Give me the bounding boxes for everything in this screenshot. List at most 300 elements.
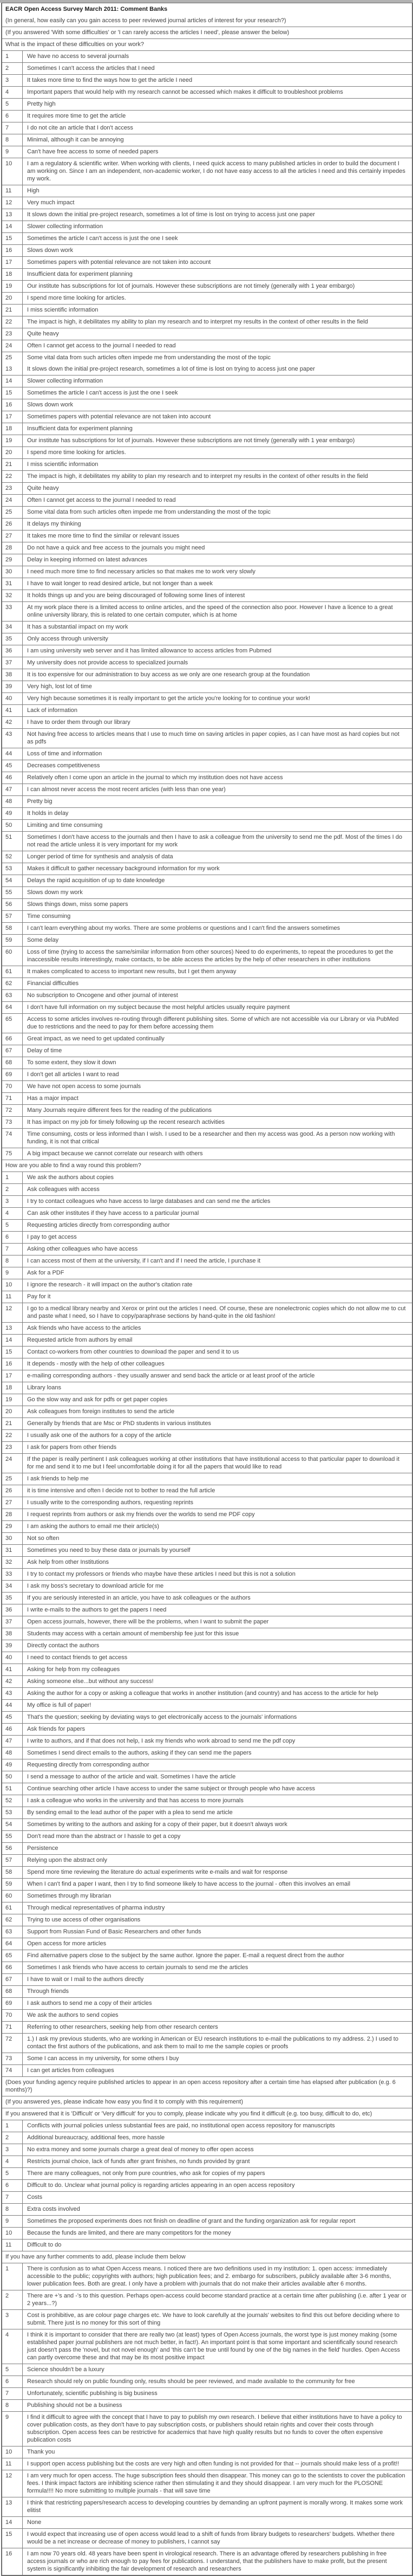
comment-text: Ask friends who have access to the articles — [27, 1325, 141, 1331]
comment-number: 73 — [2, 2053, 23, 2064]
comment-number: 2 — [2, 63, 23, 74]
comment-number: 22 — [2, 1430, 23, 1441]
comment-number: 53 — [2, 1807, 23, 1818]
comment-row — [2, 158, 412, 185]
comment-row — [2, 1616, 412, 1628]
comment-row — [2, 1069, 412, 1080]
comment-row — [2, 1652, 412, 1664]
comment-row — [2, 1485, 412, 1497]
comment-row — [2, 1441, 412, 1453]
comment-text: I have to wait or I mail to the authors directly — [27, 1976, 144, 1983]
comment-number: 9 — [2, 2412, 23, 2446]
comment-number: 58 — [2, 923, 23, 934]
comment-text: I would expect that increasing use of open access would lead to a shift of funds from library budgets to researchers' budgets. Whether there would be a net increase or decrease of money to publishers, I cannot say — [27, 2531, 395, 2545]
comment-number: 59 — [2, 935, 23, 946]
comment-number: 36 — [2, 1604, 23, 1616]
comment-row — [2, 1723, 412, 1735]
comment-row — [2, 1033, 412, 1045]
comment-number: 67 — [2, 1974, 23, 1985]
comment-text: Contact co-workers from other countries to download the paper and send it to us — [27, 1349, 239, 1355]
comment-row — [2, 772, 412, 784]
comment-row — [2, 470, 412, 482]
comment-number: 70 — [2, 1081, 23, 1092]
comment-text: Sometimes the article I can't access is just the one I seek — [27, 390, 178, 396]
comment-row — [2, 621, 412, 633]
comment-number: 46 — [2, 1724, 23, 1735]
comment-row — [2, 1890, 412, 1902]
comment-row — [2, 1092, 412, 1104]
comment-number: 34 — [2, 1581, 23, 1592]
comment-number: 70 — [2, 2010, 23, 2021]
comment-row — [2, 1116, 412, 1128]
comment-text: Loss of time and information — [27, 750, 102, 757]
section-header-text: (In general, how easily can you gain access to peer reviewed journal articles of interest for your research?) — [5, 17, 286, 24]
comment-number: 35 — [2, 633, 23, 645]
comment-number: 8 — [2, 134, 23, 146]
comment-text: Can ask other institutes if they have access to a particular journal — [27, 1210, 199, 1216]
comment-number: 31 — [2, 578, 23, 590]
comment-row — [2, 1973, 412, 1985]
comment-number: 19 — [2, 435, 23, 446]
comment-number: 34 — [2, 622, 23, 633]
comment-text: Time consuming, costs or less informed than I wish. I used to be a researcher and then my access was good. As a person now working with funding, it is not that critical — [27, 1131, 395, 1145]
comment-number: 58 — [2, 1867, 23, 1878]
comment-row — [2, 197, 412, 209]
comment-number: 33 — [2, 1569, 23, 1580]
comment-number: 4 — [2, 1208, 23, 1219]
comment-row — [2, 1279, 412, 1291]
comment-text: Minimal, although it can be annoying — [27, 137, 124, 143]
comment-row — [2, 898, 412, 910]
section-header-text: (If you answered yes, please indicate how easy you find it to comply with this requirement) — [5, 2099, 243, 2105]
comment-number: 62 — [2, 1914, 23, 1926]
comment-text: Can't have free access to some of needed papers — [27, 148, 159, 155]
comment-row — [2, 1604, 412, 1616]
comment-row — [2, 530, 412, 542]
comment-row — [2, 1795, 412, 1807]
comment-number: 52 — [2, 851, 23, 863]
comment-number: 7 — [2, 122, 23, 134]
comment-row — [2, 1914, 412, 1926]
comment-row — [2, 989, 412, 1001]
comment-number: 15 — [2, 233, 23, 244]
comment-row — [2, 2516, 412, 2528]
comment-row — [2, 2009, 412, 2021]
comment-row — [2, 1267, 412, 1279]
comment-row — [2, 2548, 412, 2575]
comment-text: Delay in keeping informed on latest advances — [27, 556, 147, 563]
comment-row — [2, 1148, 412, 1160]
comment-text: It makes complicated to access to important new results, but I get them anyway — [27, 968, 237, 975]
comment-row — [2, 657, 412, 669]
comment-number: 3 — [2, 75, 23, 86]
comment-text: I ask my boss's secretary to download article for me — [27, 1583, 164, 1589]
comment-text: Persistence — [27, 1845, 58, 1852]
comment-row — [2, 2399, 412, 2411]
comment-number: 6 — [2, 111, 23, 122]
comment-text: Quite heavy — [27, 331, 59, 337]
comment-text: Longer period of time for synthesis and analysis of data — [27, 853, 173, 860]
comment-text: We ask the authors to send copies — [27, 2012, 119, 2018]
comment-number: 62 — [2, 978, 23, 989]
comment-text: Access to some articles involves re-routing through different publishing sites. Some of which are not accessible via our Library or via PubMed due to restrictions and the need to pay for them before accessing them — [27, 1016, 399, 1030]
comment-row — [2, 375, 412, 387]
comment-number: 51 — [2, 1783, 23, 1795]
comment-text: The impact is high, it debilitates my ability to plan my research and to interpret my results in the context of other results in the field — [27, 473, 368, 480]
comment-row — [2, 1926, 412, 1938]
comment-number: 20 — [2, 447, 23, 458]
comment-number: 7 — [2, 2388, 23, 2399]
section-header-impact-of-difficulties-3 — [2, 38, 412, 50]
comment-number: 32 — [2, 1557, 23, 1568]
comment-row — [2, 494, 412, 506]
comment-number: 64 — [2, 1938, 23, 1950]
comment-number: 60 — [2, 1891, 23, 1902]
comment-text: Sometimes I ask friends who have access to certain journals to send me the articles — [27, 1964, 248, 1971]
comment-row — [2, 185, 412, 197]
comment-text: It requires more time to get the article — [27, 113, 126, 119]
comment-row — [2, 2446, 412, 2458]
comment-text: Requesting articles directly from corresponding author — [27, 1222, 170, 1228]
comment-text: Insufficient data for experiment planning — [27, 271, 133, 277]
comment-text: I usually ask one of the authors for a copy of the article — [27, 1432, 172, 1439]
comment-row — [2, 1962, 412, 1973]
comment-row — [2, 2263, 412, 2290]
comment-row — [2, 387, 412, 399]
comment-row — [2, 566, 412, 578]
comment-text: Sometimes I send direct emails to the authors, asking if they can send me the papers — [27, 1750, 252, 1756]
comment-number: 60 — [2, 947, 23, 966]
comment-number: 10 — [2, 1279, 23, 1291]
comment-row — [2, 244, 412, 256]
comment-text: I need much more time to find necessary articles so that makes me to work very slowly — [27, 568, 255, 575]
comment-row — [2, 2309, 412, 2329]
comment-text: Cost is prohibitive, as are colour page charges etc. We have to look carefully at the journals' websites to find this out before deciding where to submit. There just is no money for this sort of thing — [27, 2312, 399, 2326]
comment-row — [2, 1807, 412, 1818]
section-header-impact-of-difficulties-2 — [2, 27, 412, 38]
comment-text: Science shouldn't be a luxury — [27, 2366, 104, 2373]
comment-text: It delays my thinking — [27, 521, 81, 527]
comment-row — [2, 134, 412, 146]
comment-text: I need to contact friends to get access — [27, 1654, 128, 1661]
comment-number: 26 — [2, 519, 23, 530]
comment-text: I usually write to the corresponding authors, requesting reprints — [27, 1499, 193, 1506]
comment-text: 1.) I ask my previous students, who are working in American or EU research institutions to e-mail the publications to my address. 2.) I used to contact the first authors of the publications, and ask them to mail to me the sample copies or proofs — [27, 2036, 398, 2050]
comment-number: 20 — [2, 1406, 23, 1418]
comment-text: Ask friends for papers — [27, 1726, 85, 1732]
comment-table — [1, 3, 413, 2576]
comment-row — [2, 2227, 412, 2239]
comment-text: I am now 70 years old. 48 years have been spent in virological research. There is an advantage offered by researchers publishing in free access journals or who are rich enough to pay fees for publications. I understand, that the publishers have to make profit, but the present system is significantly inhibiting the fair development of research and researchers — [27, 2551, 387, 2572]
comment-row — [2, 1675, 412, 1687]
comment-text: I think that restricting papers/research access to developing countries by demanding an upfront payment is morally wrong. It makes some work elitist — [27, 2500, 403, 2514]
comment-text: I ask a colleague who works in the university and that has access to more journals — [27, 1797, 244, 1804]
comment-text: Referring to other researchers, seeking help from other research centers — [27, 2024, 218, 2030]
comment-row — [2, 1001, 412, 1013]
comment-row — [2, 2144, 412, 2156]
comment-number: 43 — [2, 729, 23, 748]
comment-text: Slower collecting information — [27, 223, 103, 230]
comment-text: I ignore the research - it will impact on the author's citation rate — [27, 1281, 193, 1288]
comment-number: 14 — [2, 221, 23, 232]
comment-row — [2, 633, 412, 645]
comment-number: 52 — [2, 1795, 23, 1807]
comment-row — [2, 886, 412, 898]
comment-number: 15 — [2, 2529, 23, 2548]
comment-text: When I can't find a paper I want, then I try to find someone likely to have access to the journal - often this involves an email — [27, 1881, 351, 1887]
comment-text: Sometimes I can't access the articles that I need — [27, 65, 155, 72]
comment-row — [2, 1219, 412, 1231]
comment-row — [2, 2156, 412, 2167]
comment-row — [2, 692, 412, 704]
comment-text: Ask colleagues with access — [27, 1186, 100, 1193]
comment-number: 19 — [2, 1394, 23, 1406]
comment-number: 30 — [2, 566, 23, 578]
comment-text: Very much impact — [27, 199, 75, 206]
section-header-impact-of-difficulties-1 — [2, 15, 412, 27]
comment-text: I am asking the authors to email me their article(s) — [27, 1523, 159, 1530]
comment-text: I spend more time looking for articles. — [27, 449, 126, 456]
comment-number: 5 — [2, 2168, 23, 2179]
comment-row — [2, 875, 412, 886]
comment-number: 11 — [2, 2458, 23, 2470]
comment-row — [2, 978, 412, 989]
comment-row — [2, 1453, 412, 1473]
comment-number: 36 — [2, 645, 23, 657]
comment-row — [2, 2239, 412, 2251]
comment-row — [2, 1128, 412, 1148]
comment-row — [2, 1687, 412, 1699]
comment-number: 28 — [2, 1509, 23, 1520]
comment-text: Extra costs involved — [27, 2206, 80, 2212]
comment-text: Go the slow way and ask for pdfs or get paper copies — [27, 1396, 168, 1403]
comment-number: 2 — [2, 1184, 23, 1195]
comment-row — [2, 819, 412, 831]
comment-text: No extra money and some journals charge a great deal of money to offer open access — [27, 2146, 254, 2153]
comment-text: If the paper is really pertinent I ask colleagues working at other institutions that have institutional access to that particular paper to download it for me and send it to me but I feel uncomfortable doing it for all the papers that would like to read — [27, 1456, 399, 1470]
comment-number: 42 — [2, 717, 23, 728]
comment-text: Spend more time reviewing the literature do actual experiments write e-mails and wait for response — [27, 1869, 288, 1875]
comment-row — [2, 2167, 412, 2179]
comment-number: 11 — [2, 185, 23, 197]
comment-row — [2, 1195, 412, 1207]
comment-text: My university does not provide access to specialized journals — [27, 659, 188, 666]
comment-text: Requesting directly from corresponding author — [27, 1762, 149, 1768]
comment-row — [2, 1358, 412, 1370]
comment-row — [2, 946, 412, 966]
comment-number: 67 — [2, 1045, 23, 1057]
section-header-text: How are you able to find a way round this problem? — [5, 1162, 141, 1169]
comment-number: 63 — [2, 990, 23, 1001]
comment-text: I ask friends to help me — [27, 1475, 89, 1482]
comment-text: Relatively often I come upon an article in the journal to which my institution does not have access — [27, 774, 283, 781]
comment-row — [2, 62, 412, 74]
comment-row — [2, 1556, 412, 1568]
comment-text: Decreases competitiveness — [27, 762, 100, 769]
comment-row — [2, 221, 412, 232]
comment-text: Some vital data from such articles often impede me from understanding the most of the topic — [27, 509, 271, 515]
comment-row — [2, 601, 412, 621]
comment-text: Publishing should not be a business — [27, 2402, 122, 2409]
comment-text: It takes more time to find the ways how to get the article I need — [27, 77, 193, 83]
comment-text: e-mailing corresponding authors - they usually answer and send back the article or at least proof of the article — [27, 1373, 315, 1379]
comment-row — [2, 352, 412, 364]
comment-row — [2, 578, 412, 590]
comment-number: 71 — [2, 1093, 23, 1104]
comment-text: Great impact, as we need to get updated continually — [27, 1035, 165, 1042]
comment-row — [2, 2021, 412, 2033]
comment-row — [2, 2497, 412, 2516]
comment-number: 38 — [2, 1628, 23, 1640]
comment-row — [2, 1664, 412, 1675]
comment-text: We ask the authors about copies — [27, 1174, 114, 1181]
comment-text: Students may access with a certain amount of membership fee just for this issue — [27, 1630, 239, 1637]
comment-text: Sometimes the article I can't access is just the one I seek — [27, 235, 178, 242]
comment-row — [2, 910, 412, 922]
comment-text: Many Journals require different fees for the reading of the publications — [27, 1107, 212, 1114]
comment-text: Sometimes papers with potential relevance are not taken into account — [27, 259, 211, 266]
comment-number: 68 — [2, 1986, 23, 1997]
comment-number: 73 — [2, 1117, 23, 1128]
comment-number: 47 — [2, 1736, 23, 1747]
comment-number: 23 — [2, 328, 23, 340]
comment-number: 68 — [2, 1057, 23, 1069]
comment-text: I support open access publishing but the costs are very high and often funding is not provided for that -- journals should make less of a profit!! — [27, 2461, 399, 2467]
comment-text: I do not cite an article that I don't access — [27, 125, 133, 131]
comment-number: 11 — [2, 2240, 23, 2251]
comment-row — [2, 934, 412, 946]
comment-number: 18 — [2, 269, 23, 280]
comment-text: Some delay — [27, 937, 59, 943]
comment-text: Slower collecting information — [27, 378, 103, 384]
comment-number: 21 — [2, 459, 23, 470]
comment-number: 71 — [2, 2022, 23, 2033]
comment-text: Often I cannot get access to the journal I needed to read — [27, 497, 176, 503]
comment-text: I write to authors, and if that does not help, I ask my friends who work abroad to send me the pdf copy — [27, 1738, 296, 1744]
comment-row — [2, 423, 412, 435]
comment-text: I have to wait longer to read desired article, but not longer than a week — [27, 580, 213, 587]
comment-number: 64 — [2, 1002, 23, 1013]
section-header-difficult-to-comply-1 — [2, 2076, 412, 2096]
comment-row — [2, 716, 412, 728]
comment-number: 18 — [2, 1382, 23, 1394]
comment-text: I miss scientific information — [27, 307, 99, 313]
comment-number: 9 — [2, 2216, 23, 2227]
comment-text: Very high because sometimes it is really important to get the article you're looking for to continue your work! — [27, 695, 311, 702]
comment-number: 51 — [2, 832, 23, 851]
comment-number: 57 — [2, 911, 23, 922]
comment-row — [2, 1711, 412, 1723]
comment-row — [2, 2364, 412, 2376]
comment-number: 40 — [2, 1652, 23, 1664]
section-header-difficult-to-comply-3 — [2, 2108, 412, 2120]
comment-row — [2, 1842, 412, 1854]
comment-text: Don't read more than the abstract or I hassle to get a copy — [27, 1833, 181, 1840]
comment-number: 14 — [2, 2517, 23, 2528]
comment-text: Asking other colleagues who have access — [27, 1246, 138, 1252]
comment-text: Makes it difficult to gather necessary background information for my work — [27, 865, 220, 872]
comment-number: 8 — [2, 2204, 23, 2215]
comment-row — [2, 2033, 412, 2053]
comment-number: 23 — [2, 1442, 23, 1453]
comment-text: it is time intensive and often I decide not to bother to read the full article — [27, 1487, 215, 1494]
comment-text: There are many colleagues, not only from pure countries, who ask for copies of my papers — [27, 2170, 265, 2177]
comment-number: 65 — [2, 1014, 23, 1033]
comment-text: Pretty big — [27, 798, 53, 805]
comment-number: 29 — [2, 554, 23, 566]
comment-text: Some I can access in my university, for some others I buy — [27, 2055, 179, 2062]
comment-text: The impact is high, it debilitates my ability to plan my research and to interpret my results in the context of other results in the field — [27, 319, 368, 325]
comment-text: I can almost never access the most recent articles (with less than one year) — [27, 786, 226, 793]
comment-text: Relying upon the abstract only — [27, 1857, 107, 1863]
comment-text: Important papers that would help with my research cannot be accessed which makes it difficult to troubleshoot problems — [27, 89, 343, 95]
section-header-further-comments-1 — [2, 2251, 412, 2263]
comment-number: 28 — [2, 542, 23, 554]
comment-number: 49 — [2, 1759, 23, 1771]
comment-number: 3 — [2, 2144, 23, 2156]
comment-row — [2, 1818, 412, 1830]
comment-text: No subscription to Oncogene and other journal of interest — [27, 992, 178, 999]
comment-number: 25 — [2, 352, 23, 364]
comment-row — [2, 2376, 412, 2387]
comment-text: Time consuming — [27, 913, 71, 920]
comment-text: Sometimes I don't have access to the journals and then I have to ask a colleague from the university to send me the pdf. Most of the times I do not read the article unless it is very important for my work — [27, 834, 403, 848]
comment-text: I don't get all articles I want to read — [27, 1071, 119, 1078]
comment-row — [2, 728, 412, 748]
comment-text: I think it is important to consider that there are really two (at least) types of Open Access journals, the worst type is just money making (some established paper journal publishers are not much better, in fact!). An important point is that some important and scientifically sound research just doesn't pass the 'novel, but not novel enough' and 'this can't be true until found by one of the big names in the field' hurdles. Open Access can partly overcome these and that may be its most positive impact — [27, 2332, 400, 2361]
section-header-text: (Does your funding agency require published articles to appear in an open access repository after a certain time has elapsed after publication (e.g. 6 months)?) — [5, 2079, 396, 2093]
comment-row — [2, 2064, 412, 2076]
comment-text: It slows down the initial pre-project research, sometimes a lot of time is lost on trying to access just one paper — [27, 366, 315, 372]
comment-text: Lack of information — [27, 707, 77, 714]
comment-number: 12 — [2, 197, 23, 209]
comment-row — [2, 2458, 412, 2470]
comment-text: I can access most of them at the university, if I can't and if I need the article, I purchase it — [27, 1258, 261, 1264]
comment-number: 8 — [2, 2400, 23, 2411]
comment-row — [2, 1699, 412, 1711]
comment-text: I try to contact colleagues who have access to large databases and can send me the articles — [27, 1198, 271, 1205]
comment-text: Some vital data from such articles often impede me from understanding the most of the topic — [27, 354, 271, 361]
comment-number: 27 — [2, 1497, 23, 1509]
comment-row — [2, 590, 412, 601]
comment-text: Insufficient data for experiment planning — [27, 425, 133, 432]
comment-row — [2, 645, 412, 657]
comment-row — [2, 1520, 412, 1532]
comment-row — [2, 1291, 412, 1303]
comment-number: 13 — [2, 209, 23, 221]
comment-number: 15 — [2, 387, 23, 399]
comment-text: I don't have full information on my subject because the most helpful articles usually require payment — [27, 1004, 290, 1011]
comment-number: 75 — [2, 1148, 23, 1160]
comment-row — [2, 2179, 412, 2191]
comment-row — [2, 146, 412, 158]
comment-number: 16 — [2, 245, 23, 256]
comment-text: Our institute has subscriptions for lot of journals. However these subscriptions are not timely (generally with 1 year embargo) — [27, 283, 355, 289]
comment-text: Because the funds are limited, and there are many competitors for the money — [27, 2230, 231, 2236]
comment-text: None — [27, 2519, 42, 2526]
comment-row — [2, 482, 412, 494]
comment-number: 17 — [2, 1370, 23, 1382]
comment-number: 61 — [2, 1902, 23, 1914]
comment-row — [2, 1334, 412, 1346]
comment-row — [2, 1997, 412, 2009]
comment-number: 55 — [2, 887, 23, 898]
comment-text: Difficult to do — [27, 2242, 62, 2248]
comment-row — [2, 1418, 412, 1429]
comment-number: 11 — [2, 1291, 23, 1303]
comment-number: 17 — [2, 257, 23, 268]
comment-text: Thank you — [27, 2449, 55, 2455]
